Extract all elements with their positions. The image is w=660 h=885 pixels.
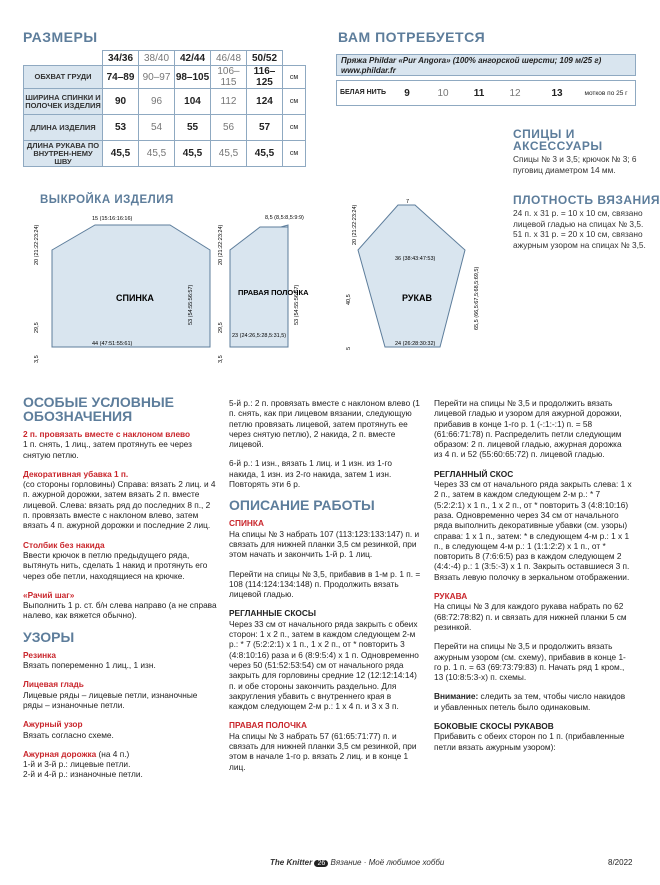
yarn-count: 13 (551, 87, 563, 99)
row-label: ДЛИНА ИЗДЕЛИЯ (24, 115, 103, 141)
term: Лицевая гладь (23, 679, 84, 690)
cell: 53 (103, 115, 139, 141)
size-col: 38/40 (139, 51, 175, 66)
term: Резинка (23, 649, 56, 660)
unit: см (283, 141, 306, 167)
sleeve-shape (358, 205, 465, 347)
paragraph: Прибавить с обеих сторон по 1 п. (прибавленные петли вязать ажурным узором): (434, 731, 625, 752)
row-label: ШИРИНА СПИНКИ И ПОЛОЧЕК ИЗДЕЛИЯ (24, 89, 103, 115)
row-label: ОБХВАТ ГРУДИ (24, 66, 103, 89)
paragraph: На спицы № 3 набрать 107 (113:123:133:147) п. и связать для нижней планки 3,5 см резинкой, при этом начать и закончить 1-й р. 1 лиц. (229, 528, 420, 560)
cell: 54 (139, 115, 175, 141)
dim: 53 (54:55:56:57) (294, 284, 300, 325)
column-2 (229, 398, 421, 781)
yarn-site: www.phildar.fr (341, 66, 396, 75)
column-1 (23, 395, 218, 780)
dim: 44 (47:51:55:61) (92, 341, 133, 347)
dim: 40,5 (346, 294, 352, 305)
size-col: 42/44 (175, 51, 211, 66)
cell: 112 (211, 89, 247, 115)
paragraph: 2-й и 4-й р.: изнаночные петли. (23, 769, 143, 780)
size-col: 46/48 (211, 51, 247, 66)
dim: 8,5 (8,5:8,5:9:9) (265, 215, 304, 221)
dim: 29,5 (218, 322, 224, 333)
dim: 3,5 (218, 355, 224, 363)
dim: 24 (26:28:30:32) (395, 341, 436, 347)
term: Ажурный узор (23, 719, 83, 730)
cell: 56 (211, 115, 247, 141)
page-number: 26 (314, 860, 328, 867)
dim: 20 (21:22:23:24) (218, 224, 224, 265)
paragraph: Перейти на спицы № 3,5 и продолжить вязать ажурным узором (см. схему), прибавив в конце 1-го р. 1 п. = 63 (69:73:79:83) п. Начать ряд 1 кром., 13 (10:8:5:3-х) п. схемы. (434, 641, 626, 683)
row-label: ДЛИНА РУКАВА ПО ВНУТРЕН-НЕМУ ШВУ (24, 141, 103, 167)
density-block (513, 194, 660, 250)
dim: 36 (38:43:47:53) (395, 256, 436, 262)
paragraph: (со стороны горловины) Справа: вязать 2 лиц. и 4 п. ажурной дорожки, затем вязать 2 п. вместе лицевой. Слева: вязать ряд до последних 8 п., 2 п. провязать вместе с наклоном влево, затем вязать 4 п. ажурной дорожки и последние 2 лиц. (23, 479, 216, 531)
cell: 106–115 (211, 66, 247, 89)
cell: 98–105 (175, 66, 211, 89)
term: 2 п. провязать вместе с наклоном влево (23, 429, 191, 439)
yarn-unit: мотков по 25 г (584, 89, 628, 97)
term: Декоративная убавка 1 п. (23, 468, 129, 479)
dim: 23 (24:26,5:28,5:31,5) (232, 333, 287, 339)
front-outline (230, 227, 288, 347)
paragraph: Через 33 см от начального ряда закрыть слева: 1 х 2 п., затем в каждом следующем 2-м р.: * 7 (5:2:2:1) х 1 п., 1 х 2 п., от * повторить 3 (4:8:10:16) раза. Одновременно через 34 см от начального ряда выполнить декоративные убавки (см. узоры) справа: 1 х 1 п., затем: * в следующем 4-м р.: 1 х 1 п., в следующем 4-м р.: 1 (1:1:2:2) х 1 п., от * повторить 8 (7:6:6:5) раз в каждом следующем 2 (4:4:-4) р.: 1 (3:5:-3) х 1 п. Закрыть оставшиеся 3 п. Вязать левую полочку в зеркальном отображении. (434, 479, 632, 582)
size-col: 50/52 (247, 51, 283, 66)
term: Ажурная дорожка (23, 748, 97, 759)
dim: 29,5 (34, 322, 40, 333)
paragraph: Вязать попеременно 1 лиц., 1 изн. (23, 660, 156, 671)
size-col: 34/36 (103, 51, 139, 66)
yarn-header (336, 54, 636, 76)
front-label: ПРАВАЯ ПОЛОЧКА (238, 288, 309, 297)
cell: 45,5 (247, 141, 283, 167)
issue-number: 8/2022 (608, 858, 633, 867)
paragraph: 6-й р.: 1 изн., вязать 1 лиц. и 1 изн. из 1-го накида, 1 изн. из 2-го накида, затем 1 изн. Повторять эти 6 р. (229, 458, 393, 490)
sub-heading: РЕГЛАННЫЕ СКОСЫ (229, 608, 316, 619)
density-heading: ПЛОТНОСТЬ ВЯЗАНИЯ (513, 193, 660, 207)
yarn-count: 11 (473, 87, 485, 99)
term: Столбик без накида (23, 539, 105, 550)
dim: 20 (21:22:23:24) (34, 224, 40, 265)
paragraph: Вязать согласно схеме. (23, 729, 114, 740)
patterns-heading: УЗОРЫ (23, 628, 75, 645)
paragraph: 5-й р.: 2 п. провязать вместе с наклоном влево (1 п. снять, как при лицевом вязании, следующую петлю провязать лицевой, затем протянуть ее через снятую петлю), 2 накида, 2 п. вместе лицевой. (229, 398, 420, 450)
dim: 5 (346, 346, 352, 350)
paragraph: следить за тем, чтобы число накидов и убавленных петель было одинаковым. (434, 691, 626, 712)
dim: 20 (21:22:23:24) (352, 204, 358, 245)
paragraph: Ввести крючок в петлю предыдущего ряда, вытянуть нить, сделать 1 накид и протянуть его через обе петли, находящиеся на крючке. (23, 549, 208, 581)
cell: 55 (175, 115, 211, 141)
paragraph: Перейти на спицы № 3,5, прибавив в 1-м р. 1 п. = 108 (114:124:134:148) п. Продолжить вязать лицевой гладью. (229, 568, 421, 600)
cell: 74–89 (103, 66, 139, 89)
paragraph: Через 33 см от начального ряда закрыть с обеих сторон: 1 х 2 п., затем в каждом следующем 2-м р.: * 7 (5:2:2:1) х 1 п., 1 х 2 п., от * повторить 3 (4:8:10:16) раза и 6 (8:9:5:4) х 1 п. Одновременно через 50 (51:52:53:54) см от начального ряда закрыть для горловины средние 12 (12:12:14:14) п. и обе стороны закончить раздельно. Для закругления убавить с внутреннего края в каждом следующем 2-м р.: 1 х 4 п. и 3 х 3 п. (229, 618, 419, 712)
yarn-row (336, 80, 636, 106)
back-shape (52, 225, 210, 347)
cell: 90 (103, 89, 139, 115)
sizes-heading: РАЗМЕРЫ (23, 29, 98, 45)
footer (270, 858, 444, 867)
term: «Рачий шаг» (23, 589, 75, 600)
footer-brand: The Knitter (270, 858, 313, 867)
sizes-table (23, 50, 306, 167)
cell: 57 (247, 115, 283, 141)
attention: Внимание: (434, 691, 479, 702)
paragraph: На спицы № 3 для каждого рукава набрать по 62 (68:72:78:82) п. и связать для нижней планки 5 см резинкой. (434, 601, 627, 632)
sub-heading: СПИНКА (229, 518, 264, 529)
need-heading: ВАМ ПОТРЕБУЕТСЯ (338, 29, 486, 45)
needles-text: Спицы № 3 и 3,5; крючок № 3; 6 пуговиц диаметром 14 мм. (513, 154, 637, 175)
back-label: СПИНКА (116, 293, 154, 303)
density-line: 51 п. х 31 р. = 20 х 10 см, связано ажурным узором на спицах № 3,5. (513, 229, 646, 250)
dim: 3,5 (34, 355, 40, 363)
pattern-heading: ВЫКРОЙКА ИЗДЕЛИЯ (40, 194, 174, 206)
yarn-color: БЕЛАЯ НИТЬ (339, 89, 387, 96)
sub-heading: ПРАВАЯ ПОЛОЧКА (229, 720, 307, 731)
cell: 116–125 (247, 66, 283, 89)
yarn-count: 12 (509, 87, 521, 99)
cell: 45,5 (175, 141, 211, 167)
footer-mag: Вязание · Моё любимое хобби (330, 858, 445, 867)
sub-heading: РЕГЛАННЫЙ СКОС (434, 468, 514, 479)
cell: 45,5 (139, 141, 175, 167)
notation-heading: ОСОБЫЕ УСЛОВНЫЕ ОБОЗНАЧЕНИЯ (23, 394, 174, 424)
paragraph: Лицевые ряды – лицевые петли, изнаночные ряды – изнаночные петли. (23, 689, 198, 710)
paragraph: На спицы № 3 набрать 57 (61:65:71:77) п. и связать для нижней планки 3,5 см резинкой, при этом в начале 1-го р. вязать 2 лиц. и в конце 1 лиц. (229, 730, 417, 772)
cell: 90–97 (139, 66, 175, 89)
yarn-title: Пряжа Phildar «Pur Angora» (100% ангорской шерсти; 109 м/25 г) (341, 56, 602, 65)
paragraph: 1 п. снять, 1 лиц., затем протянуть ее через снятую петлю. (23, 439, 192, 460)
yarn-count: 10 (437, 87, 449, 99)
dim: 65,5 (66,5:67,5:68,5:69,5) (474, 266, 480, 330)
dim: 15 (15:16:16:16) (92, 216, 133, 222)
cell: 45,5 (211, 141, 247, 167)
cell: 124 (247, 89, 283, 115)
dim: 7 (406, 199, 410, 205)
term-note: (на 4 п.) (98, 748, 130, 759)
sleeve-label: РУКАВ (402, 293, 432, 303)
paragraph: 1-й и 3-й р.: лицевые петли. (23, 759, 131, 770)
paragraph: Выполнить 1 р. ст. б/н слева направо (а не справа налево, как вяжется обычно). (23, 600, 217, 621)
unit: см (283, 66, 306, 89)
cell: 45,5 (103, 141, 139, 167)
needles-block (513, 128, 660, 175)
density-line: 24 п. х 31 р. = 10 х 10 см, связано лицевой гладью на спицах № 3,5. (513, 208, 644, 229)
yarn-count: 9 (404, 87, 410, 99)
sub-heading: РУКАВА (434, 591, 468, 602)
paragraph: Перейти на спицы № 3,5 и продолжить вязать лицевой гладью и узором для ажурной дорожки, прибавив в конце 1-го р. 1 (-:1:-:1) п. = 58 (61:66:71:78) п. Распределить петли следующим образом: 2 п. лицевой гладью, ажурная дорожка из 4 п. и 52 (55:60:65:72) п. лицевой гладью. (434, 398, 622, 460)
unit: см (283, 115, 306, 141)
cell: 96 (139, 89, 175, 115)
column-3 (434, 398, 632, 761)
sub-heading: БОКОВЫЕ СКОСЫ РУКАВОВ (434, 721, 554, 732)
cell: 104 (175, 89, 211, 115)
unit: см (283, 89, 306, 115)
dim: 53 (54:55:56:57) (188, 284, 194, 325)
work-heading: ОПИСАНИЕ РАБОТЫ (229, 497, 375, 514)
needles-heading: СПИЦЫ И АКСЕССУАРЫ (513, 127, 603, 153)
